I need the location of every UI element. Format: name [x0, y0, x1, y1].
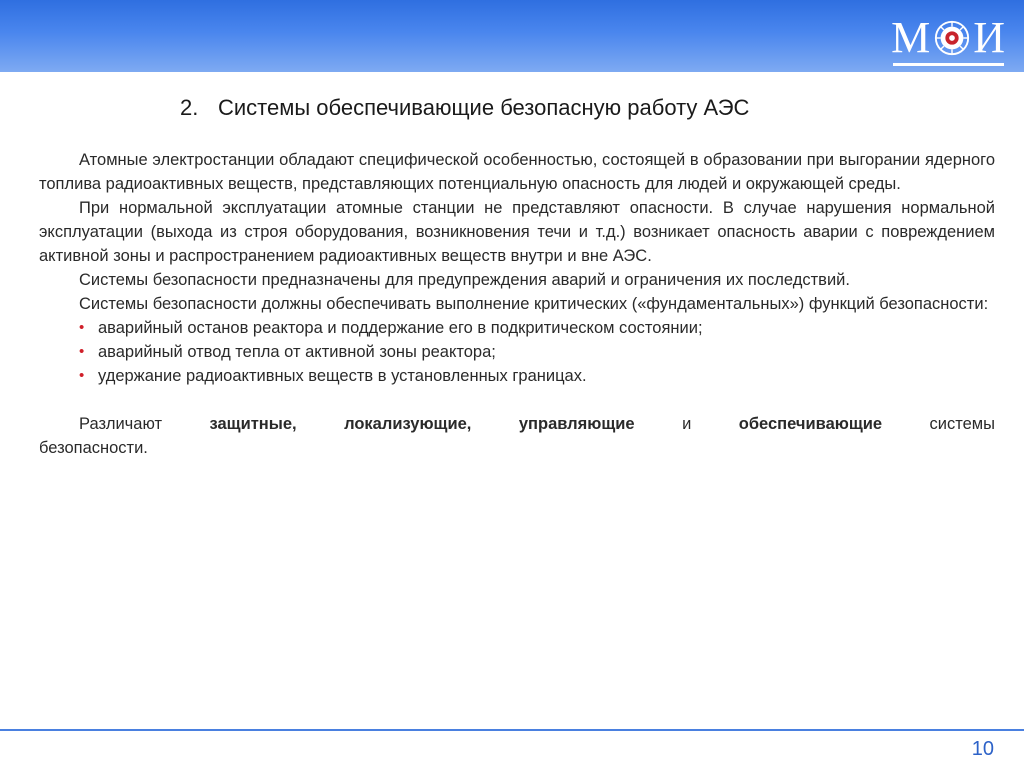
list-item-text: аварийный останов реактора и поддержание его в подкритическом состоянии; [98, 319, 703, 337]
bullet-list [39, 316, 995, 388]
logo-underline [893, 63, 1004, 66]
logo-letter-m: М [891, 13, 932, 62]
bullet-dot-icon: • [79, 319, 85, 336]
logo-ring-icon [933, 19, 971, 57]
final-paragraph-line2: безопасности. [39, 439, 148, 457]
title-number: 2. [180, 95, 199, 120]
list-item [79, 316, 995, 340]
list-item [79, 340, 995, 364]
final-bold-protective: защитные, [209, 415, 297, 433]
final-and: и [682, 415, 692, 433]
paragraph-2: При нормальной эксплуатации атомные станции не представляют опасности. В случае нарушения нормальной эксплуатации (выхода из строя оборудования, возникновения течи и т.д.) возникает опасность аварии с повреждением активной зоны и распространением радиоактивных веществ внутри и вне АЭС. [39, 199, 995, 265]
title-text: Системы обеспечивающие безопасную работу АЭС [218, 95, 750, 120]
bullet-dot-icon: • [79, 367, 85, 384]
final-tail: системы [929, 415, 996, 433]
logo-letter-i: И [973, 13, 1006, 62]
paragraph-1: Атомные электростанции обладают специфической особенностью, состоящей в образовании при выгорании ядерного топлива радиоактивных веществ, представляющих потенциальную опасность для людей и окружающей среды. [39, 151, 995, 193]
footer-divider [0, 729, 1024, 731]
mei-logo [891, 13, 1006, 68]
final-lead: Различают [79, 415, 163, 433]
header-band [0, 0, 1024, 72]
bullet-dot-icon: • [79, 343, 85, 360]
paragraph-4: Системы безопасности должны обеспечивать выполнение критических («фундаментальных») функций безопасности: [79, 295, 989, 313]
final-bold-localizing: локализующие, [344, 415, 472, 433]
final-bold-supporting: обеспечивающие [738, 415, 883, 433]
list-item [79, 364, 995, 388]
list-item-text: аварийный отвод тепла от активной зоны реактора; [98, 343, 496, 361]
paragraph-3: Системы безопасности предназначены для предупреждения аварий и ограничения их последствий. [79, 271, 850, 289]
list-item-text: удержание радиоактивных веществ в установленных границах. [98, 367, 587, 385]
final-bold-control: управляющие [518, 415, 635, 433]
final-paragraph [39, 412, 995, 436]
slide-body [39, 148, 995, 460]
page-title [180, 94, 749, 122]
page-number: 10 [971, 738, 994, 760]
